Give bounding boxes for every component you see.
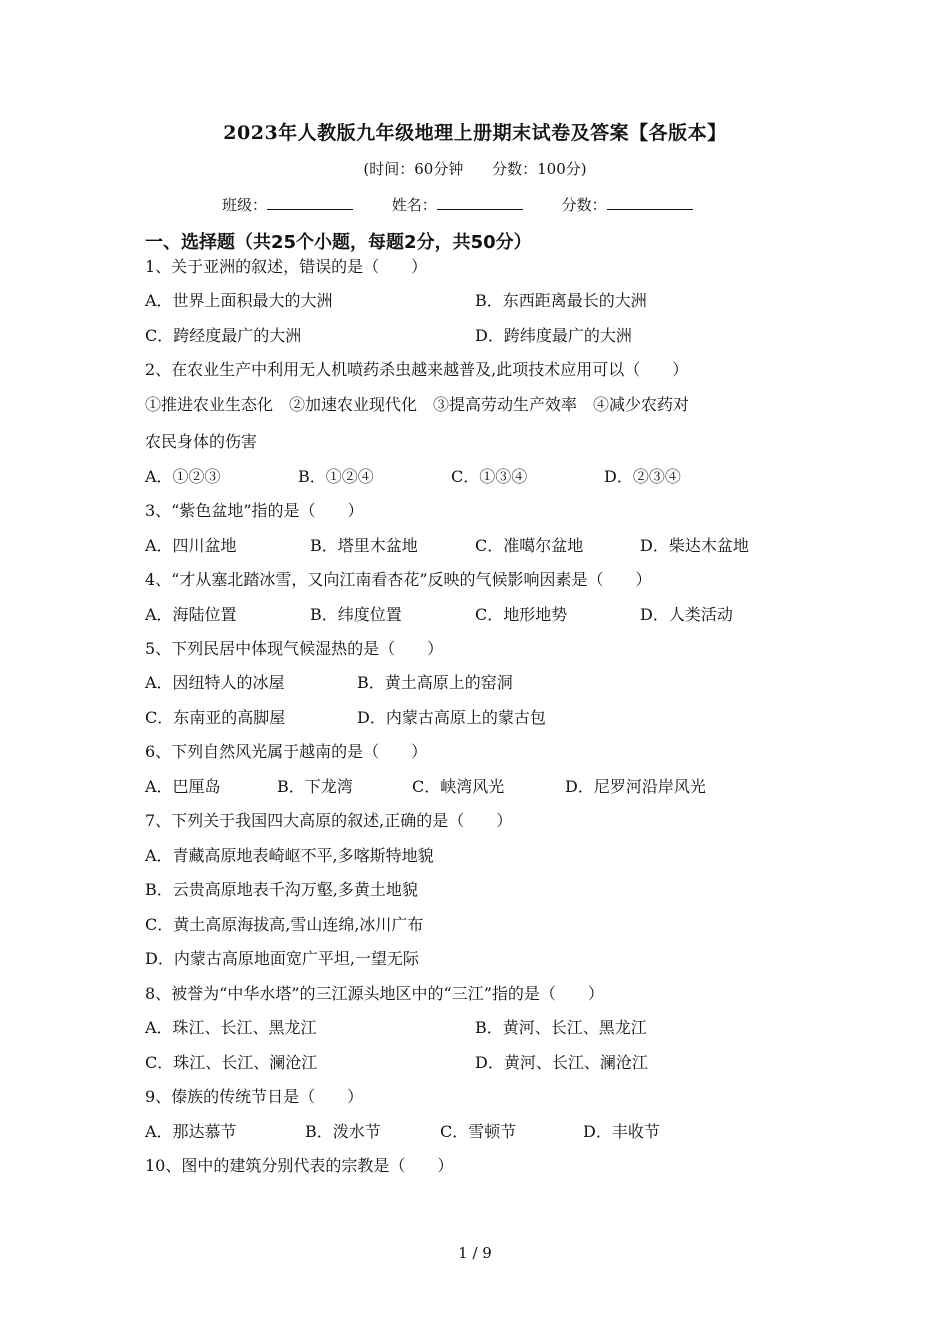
option: D．黄河、长江、澜沧江 <box>475 1053 648 1072</box>
option: B．①②④ <box>298 467 374 486</box>
section-heading: 一、选择题（共25个小题，每题2分，共50分） <box>145 232 532 253</box>
option: B．泼水节 <box>305 1122 381 1141</box>
option: A．那达慕节 <box>145 1122 237 1141</box>
question-stem: 3、“紫色盆地”指的是（ ） <box>145 501 364 520</box>
option: A．①②③ <box>145 467 221 486</box>
option: B．黄河、长江、黑龙江 <box>475 1018 647 1037</box>
option-row <box>145 464 681 487</box>
exam-meta <box>0 158 950 179</box>
option: D．丰收节 <box>583 1122 660 1141</box>
option: B．东西距离最长的大洲 <box>475 291 647 310</box>
option-row <box>145 1015 647 1038</box>
score-blank[interactable] <box>607 195 693 210</box>
option: C．准噶尔盆地 <box>475 536 584 555</box>
option-row <box>145 288 647 311</box>
score-label: 分数： <box>561 196 607 214</box>
option: B．黄土高原上的窑洞 <box>357 673 513 692</box>
class-field <box>222 194 353 215</box>
option: A．世界上面积最大的大洲 <box>145 291 333 310</box>
page-number: 1 / 9 <box>458 1244 492 1262</box>
time-info: (时间：60分钟 <box>363 160 464 178</box>
option-row <box>145 602 733 625</box>
option: A．四川盆地 <box>145 536 237 555</box>
option: A．珠江、长江、黑龙江 <box>145 1018 317 1037</box>
option-row <box>145 1050 648 1073</box>
question-stem-continued: ①推进农业生态化 ②加速农业现代化 ③提高劳动生产效率 ④减少农药对 <box>145 395 690 414</box>
page-title: 2023年人教版九年级地理上册期末试卷及答案【各版本】 <box>223 122 727 144</box>
option: D．内蒙古高原地面宽广平坦,一望无际 <box>145 949 419 968</box>
option: C．黄土高原海拔高,雪山连绵,冰川广布 <box>145 915 424 934</box>
class-blank[interactable] <box>267 195 353 210</box>
student-info-row <box>222 194 742 215</box>
question-stem: 4、“才从塞北踏冰雪，又向江南看杏花”反映的气候影响因素是（ ） <box>145 570 652 589</box>
option: C．地形地势 <box>475 605 568 624</box>
option: B．云贵高原地表千沟万壑,多黄土地貌 <box>145 880 418 899</box>
option: A．青藏高原地表崎岖不平,多喀斯特地貌 <box>145 846 434 865</box>
score-field <box>562 194 693 215</box>
option: D．人类活动 <box>640 605 733 624</box>
option: B．塔里木盆地 <box>310 536 418 555</box>
question-stem: 6、下列自然风光属于越南的是（ ） <box>145 742 428 761</box>
question-stem: 5、下列民居中体现气候湿热的是（ ） <box>145 639 444 658</box>
option: D．跨纬度最广的大洲 <box>475 326 632 345</box>
option: D．尼罗河沿岸风光 <box>565 777 706 796</box>
option: A．因纽特人的冰屋 <box>145 673 285 692</box>
question-stem: 10、图中的建筑分别代表的宗教是（ ） <box>145 1156 454 1175</box>
question-stem: 2、在农业生产中利用无人机喷药杀虫越来越普及,此项技术应用可以（ ） <box>145 360 689 379</box>
option-row <box>145 774 706 797</box>
option: C．①③④ <box>451 467 528 486</box>
option-row <box>145 670 513 693</box>
option: C．珠江、长江、澜沧江 <box>145 1053 318 1072</box>
question-stem-continued: 农民身体的伤害 <box>145 432 258 451</box>
class-label: 班级： <box>222 196 268 214</box>
option: B．下龙湾 <box>277 777 353 796</box>
option: C．跨经度最广的大洲 <box>145 326 302 345</box>
option: A．巴厘岛 <box>145 777 221 796</box>
option-row <box>145 1119 660 1142</box>
question-stem: 1、关于亚洲的叙述，错误的是（ ） <box>145 257 428 276</box>
option-row <box>145 705 546 728</box>
question-stem: 9、傣族的传统节日是（ ） <box>145 1087 364 1106</box>
option-row <box>145 323 632 346</box>
option: C．峡湾风光 <box>412 777 505 796</box>
name-label: 姓名： <box>391 196 437 214</box>
option: C．东南亚的高脚屋 <box>145 708 286 727</box>
option: C．雪顿节 <box>440 1122 517 1141</box>
option: D．②③④ <box>604 467 681 486</box>
option: B．纬度位置 <box>310 605 402 624</box>
option: D．柴达木盆地 <box>640 536 749 555</box>
question-stem: 7、下列关于我国四大高原的叙述,正确的是（ ） <box>145 811 513 830</box>
option-row <box>145 533 749 556</box>
score-info: 分数：100分) <box>492 160 587 178</box>
question-stem: 8、被誉为“中华水塔”的三江源头地区中的“三江”指的是（ ） <box>145 984 604 1003</box>
option: D．内蒙古高原上的蒙古包 <box>357 708 546 727</box>
name-blank[interactable] <box>437 195 523 210</box>
name-field <box>392 194 523 215</box>
option: A．海陆位置 <box>145 605 237 624</box>
